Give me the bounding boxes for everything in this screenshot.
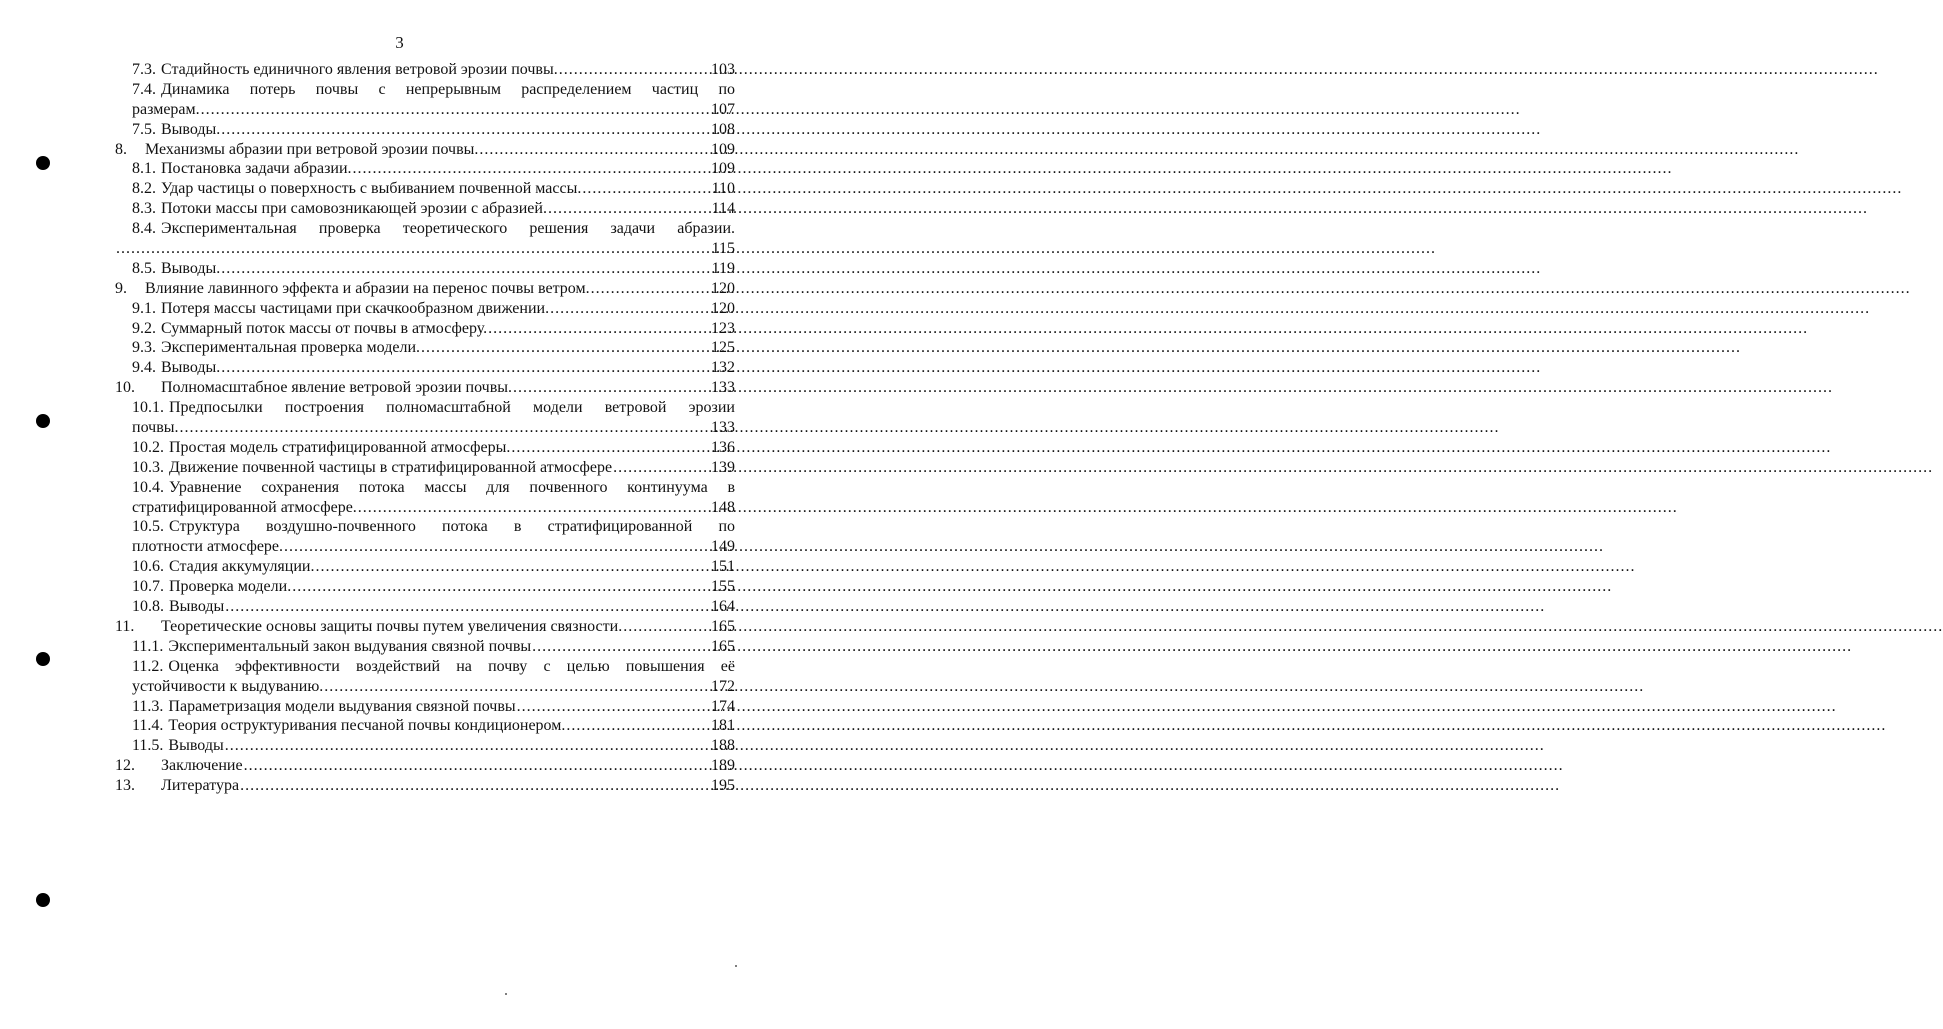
- toc-entry-9-4[interactable]: 9.4. Выводы. ..... 132: [115, 358, 735, 378]
- toc-entry-10-7[interactable]: 10.7. Проверка модели. ..... 155: [115, 577, 735, 597]
- toc-entry-7-5[interactable]: 7.5. Выводы. ..... 108: [115, 120, 735, 140]
- toc-entry-8-1[interactable]: 8.1. Постановка задачи абразии. ..... 109: [115, 159, 735, 179]
- toc-entry-8-2[interactable]: 8.2. Удар частицы о поверхность с выбиванием почвенной массы. ..... 110: [115, 179, 735, 199]
- page-number: 3: [395, 33, 404, 52]
- toc-chapter-12[interactable]: 12. Заключение ..... 189: [115, 756, 735, 776]
- toc-entry-10-1[interactable]: 10.1. Предпосылки построения полномасштабной модели ветровой эрозии: [132, 399, 735, 417]
- toc-chapter-8[interactable]: 8. Механизмы абразии при ветровой эрозии почвы. ..... 109: [115, 140, 735, 160]
- toc-entry-8-4[interactable]: 8.4. Экспериментальная проверка теоретического решения задачи абразии.: [132, 220, 735, 238]
- toc-entry-10-1-cont[interactable]: почвы. ..... 133: [115, 418, 735, 438]
- toc-entry-11-5[interactable]: 11.5. Выводы ..... 188: [115, 736, 735, 756]
- toc-chapter-11[interactable]: 11. Теоретические основы защиты почвы путем увеличения связности. ..... 165: [115, 617, 735, 637]
- toc-entry-9-3[interactable]: 9.3. Экспериментальная проверка модели. ..... 125: [115, 338, 735, 358]
- toc-entry-7-4-cont[interactable]: размерам. ..... 107: [115, 100, 735, 120]
- toc-chapter-9[interactable]: 9. Влияние лавинного эффекта и абразии на перенос почвы ветром. ..... 120: [115, 279, 735, 299]
- toc-chapter-13[interactable]: 13. Литература ..... 195: [115, 776, 735, 796]
- toc-entry-8-5[interactable]: 8.5. Выводы. ..... 119: [115, 259, 735, 279]
- toc-entry-10-8[interactable]: 10.8. Выводы ..... 164: [115, 597, 735, 617]
- toc-entry-11-3[interactable]: 11.3. Параметризация модели выдувания связной почвы ..... 174: [115, 697, 735, 717]
- punch-hole-mark: [36, 652, 50, 666]
- toc-entry-9-2[interactable]: 9.2. Суммарный поток массы от почвы в атмосферу. ..... 123: [115, 319, 735, 339]
- table-of-contents: [115, 60, 735, 796]
- toc-entry-10-5[interactable]: 10.5. Структура воздушно-почвенного потока в стратифицированной по: [132, 518, 735, 536]
- toc-entry-11-2-cont[interactable]: устойчивости к выдуванию. ..... 172: [115, 677, 735, 697]
- scan-speck: [505, 993, 507, 995]
- toc-entry-7-3[interactable]: 7.3. Стадийность единичного явления ветровой эрозии почвы. ..... 103: [115, 60, 735, 80]
- scan-speck: [735, 965, 737, 967]
- toc-entry-10-4[interactable]: 10.4. Уравнение сохранения потока массы для почвенного континуума в: [132, 478, 735, 496]
- toc-chapter-10[interactable]: 10. Полномасштабное явление ветровой эрозии почвы. ..... 133: [115, 378, 735, 398]
- toc-entry-10-3[interactable]: 10.3. Движение почвенной частицы в стратифицированной атмосфере ..... 139: [115, 458, 735, 478]
- toc-entry-10-5-cont[interactable]: плотности атмосфере. ..... 149: [115, 537, 735, 557]
- toc-entry-8-4-cont[interactable]: ..... 115: [115, 239, 735, 259]
- toc-entry-11-2[interactable]: 11.2. Оценка эффективности воздействий на почву с целью повышения её: [132, 657, 735, 675]
- toc-entry-7-4[interactable]: 7.4. Динамика потерь почвы с непрерывным распределением частиц по: [132, 80, 735, 98]
- toc-entry-11-1[interactable]: 11.1. Экспериментальный закон выдувания связной почвы ..... 165: [115, 637, 735, 657]
- punch-hole-mark: [36, 414, 50, 428]
- toc-entry-9-1[interactable]: 9.1. Потеря массы частицами при скачкообразном движении. ..... 120: [115, 299, 735, 319]
- toc-entry-8-3[interactable]: 8.3. Потоки массы при самовозникающей эрозии с абразией. ..... 114: [115, 199, 735, 219]
- toc-entry-10-4-cont[interactable]: стратифицированной атмосфере. ..... 148: [115, 498, 735, 518]
- punch-hole-mark: [36, 893, 50, 907]
- toc-entry-10-6[interactable]: 10.6. Стадия аккумуляции. ..... 151: [115, 557, 735, 577]
- punch-hole-mark: [36, 156, 50, 170]
- toc-entry-10-2[interactable]: 10.2. Простая модель стратифицированной атмосферы. ..... 136: [115, 438, 735, 458]
- toc-entry-11-4[interactable]: 11.4. Теория оструктуривания песчаной почвы кондиционером. ..... 181: [115, 716, 735, 736]
